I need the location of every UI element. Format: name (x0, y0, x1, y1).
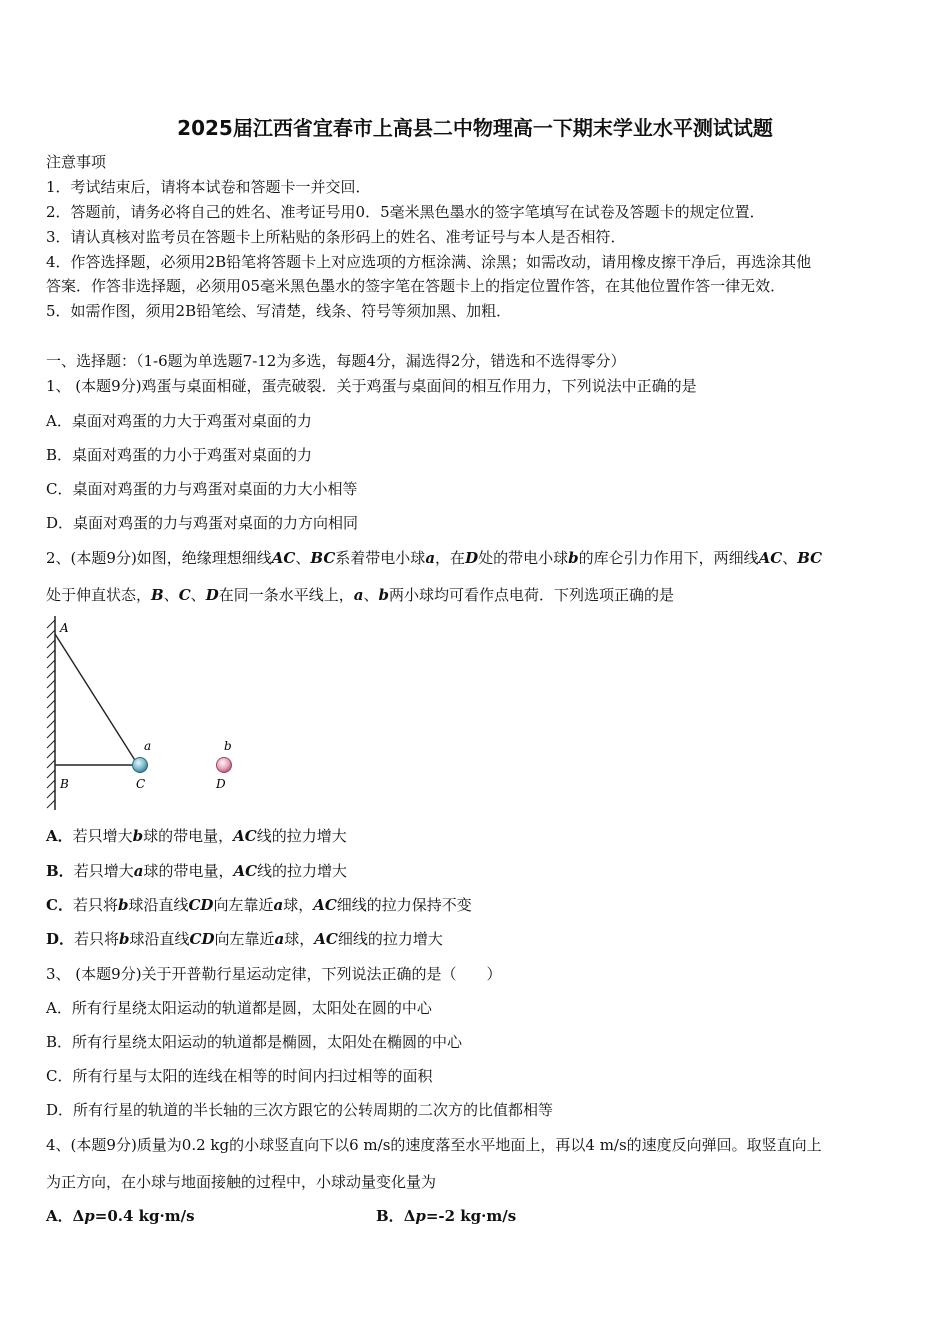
option-label: A． (46, 1207, 73, 1225)
q2-option-a (46, 826, 347, 846)
q2-text: 处于伸直状态， (46, 586, 152, 604)
option-text: 细线的拉力保持不变 (336, 896, 472, 914)
option-label: A． (46, 827, 73, 845)
option-var: p (84, 1207, 95, 1225)
section-heading: 一、选择题：（1-6题为单选题7-12为多选，每题4分，漏选得2分，错选和不选得零分） (46, 352, 626, 370)
thread-ac (55, 634, 138, 765)
option-text: 球沿直线 (129, 930, 190, 948)
notice-item-1: 1．考试结束后，请将本试卷和答题卡一并交回． (46, 178, 371, 196)
label-D: D (216, 777, 226, 791)
label-A: A (60, 621, 69, 635)
q3-option-d: D．所有行星的轨道的半长轴的三次方跟它的公转周期的二次方的比值都相等 (46, 1101, 554, 1119)
q2-var: D (205, 586, 219, 604)
q4-stem-line2: 为正方向，在小球与地面接触的过程中，小球动量变化量为 (46, 1173, 437, 1191)
label-B: B (60, 777, 69, 791)
q2-text: 、 (295, 549, 311, 567)
option-var: CD (188, 896, 214, 914)
q2-var: BC (310, 549, 336, 567)
q2-option-c (46, 895, 472, 915)
q2-text: 、 (190, 586, 206, 604)
option-var: AC (233, 827, 257, 845)
option-label: D． (46, 930, 75, 948)
option-text: 线的拉力增大 (257, 862, 348, 880)
option-text: 若只将 (72, 896, 118, 914)
notice-heading: 注意事项 (46, 153, 107, 171)
q1-stem: 1、 (本题9分)鸡蛋与桌面相碰，蛋壳破裂．关于鸡蛋与桌面间的相互作用力，下列说法中正确的是 (46, 377, 697, 395)
q4-stem-line1: 4、(本题9分)质量为0.2 kg的小球竖直向下以6 m/s的速度落至水平地面上，再以4 m/s的速度反向弹回。取竖直向上 (46, 1136, 822, 1154)
q2-diagram (40, 612, 260, 817)
q2-text: 、 (163, 586, 179, 604)
q1-option-a: A．桌面对鸡蛋的力大于鸡蛋对桌面的力 (46, 412, 312, 430)
option-text: 细线的拉力增大 (337, 930, 443, 948)
q2-var: a (425, 549, 436, 567)
q1-option-c: C．桌面对鸡蛋的力与鸡蛋对桌面的力大小相等 (46, 480, 358, 498)
q2-var: BC (797, 549, 823, 567)
q2-option-b (46, 861, 347, 881)
ball-b (217, 758, 232, 773)
q2-option-d (46, 929, 443, 949)
option-var: AC (233, 862, 258, 880)
option-text: 若只增大 (72, 827, 133, 845)
label-b: b (224, 739, 232, 753)
q2-text: 两小球均可看作点电荷．下列选项正确的是 (388, 586, 674, 604)
option-text: 向左靠近 (213, 896, 274, 914)
q1-option-b: B．桌面对鸡蛋的力小于鸡蛋对桌面的力 (46, 446, 313, 464)
q2-var: C (178, 586, 191, 604)
q4-option-a (46, 1206, 195, 1226)
notice-item-4: 4．作答选择题，必须用2B铅笔将答题卡上对应选项的方框涂满、涂黑；如需改动，请用橡皮擦干净后，再选涂其他 (46, 253, 812, 271)
option-value: =-2 kg·m/s (425, 1207, 517, 1225)
option-var: b (117, 896, 129, 914)
q2-text: 、 (363, 586, 379, 604)
q3-option-b: B．所有行星绕太阳运动的轨道都是椭圆，太阳处在椭圆的中心 (46, 1033, 463, 1051)
delta-symbol: Δ (72, 1207, 85, 1225)
q2-stem-line1 (46, 548, 822, 568)
label-C: C (136, 777, 146, 791)
label-a: a (144, 739, 152, 753)
option-var: a (133, 862, 144, 880)
option-text: 若只增大 (73, 862, 134, 880)
q2-var: a (353, 586, 364, 604)
option-var: b (119, 930, 130, 948)
option-text: 线的拉力增大 (256, 827, 347, 845)
option-var: a (274, 930, 285, 948)
q2-var: AC (271, 549, 296, 567)
q2-text: 的库仑引力作用下，两细线 (578, 549, 759, 567)
option-var: b (132, 827, 144, 845)
option-var: CD (189, 930, 215, 948)
notice-item-5: 5．如需作图，须用2B铅笔绘、写清楚，线条、符号等须加黑、加粗． (46, 302, 512, 320)
option-text: 向左靠近 (214, 930, 275, 948)
q1-option-d: D．桌面对鸡蛋的力与鸡蛋对桌面的力方向相同 (46, 514, 359, 532)
option-text: 球， (284, 930, 315, 948)
wall-hatching (47, 616, 55, 810)
ball-a (133, 758, 148, 773)
notice-item-2: 2．答题前，请务必将自己的姓名、准考证号用0．5毫米黑色墨水的签字笔填写在试卷及答题卡的规定位置． (46, 203, 765, 221)
option-var: AC (314, 930, 338, 948)
option-value: =0.4 kg·m/s (94, 1207, 195, 1225)
option-var: a (273, 896, 284, 914)
option-label: B． (46, 862, 74, 880)
option-text: 若只将 (74, 930, 120, 948)
q3-stem: 3、 (本题9分)关于开普勒行星运动定律，下列说法正确的是（ ） (46, 965, 502, 983)
q2-text: 在同一条水平线上， (218, 586, 354, 604)
option-label: B． (376, 1207, 404, 1225)
notice-item-4-cont: 答案．作答非选择题，必须用05毫米黑色墨水的签字笔在答题卡上的指定位置作答，在其他位置作答一律无效． (46, 277, 786, 295)
q4-option-b (376, 1206, 516, 1226)
option-var: AC (313, 896, 337, 914)
q2-text: ，在 (435, 549, 466, 567)
q2-var: B (151, 586, 164, 604)
q2-text: 系着带电小球 (335, 549, 426, 567)
q2-var: b (378, 586, 389, 604)
option-text: 球， (283, 896, 314, 914)
q3-option-c: C．所有行星与太阳的连线在相等的时间内扫过相等的面积 (46, 1067, 433, 1085)
q2-text: 2、(本题9分)如图，绝缘理想细线 (46, 549, 272, 567)
option-text: 球的带电量， (143, 827, 234, 845)
q2-var: b (568, 549, 579, 567)
q3-option-a: A．所有行星绕太阳运动的轨道都是圆，太阳处在圆的中心 (46, 999, 432, 1017)
page-title: 2025届江西省宜春市上高县二中物理高一下期末学业水平测试试题 (177, 116, 773, 140)
delta-symbol: Δ (403, 1207, 416, 1225)
option-label: C． (46, 896, 73, 914)
option-text: 球沿直线 (128, 896, 189, 914)
q2-text: 、 (782, 549, 798, 567)
notice-item-3: 3．请认真核对监考员在答题卡上所粘贴的条形码上的姓名、准考证号与本人是否相符． (46, 228, 626, 246)
q2-text: 处的带电小球 (478, 549, 569, 567)
option-var: p (415, 1207, 426, 1225)
q2-var: AC (758, 549, 783, 567)
q2-var: D (465, 549, 479, 567)
q2-stem-line2 (46, 585, 674, 605)
option-text: 球的带电量， (143, 862, 234, 880)
